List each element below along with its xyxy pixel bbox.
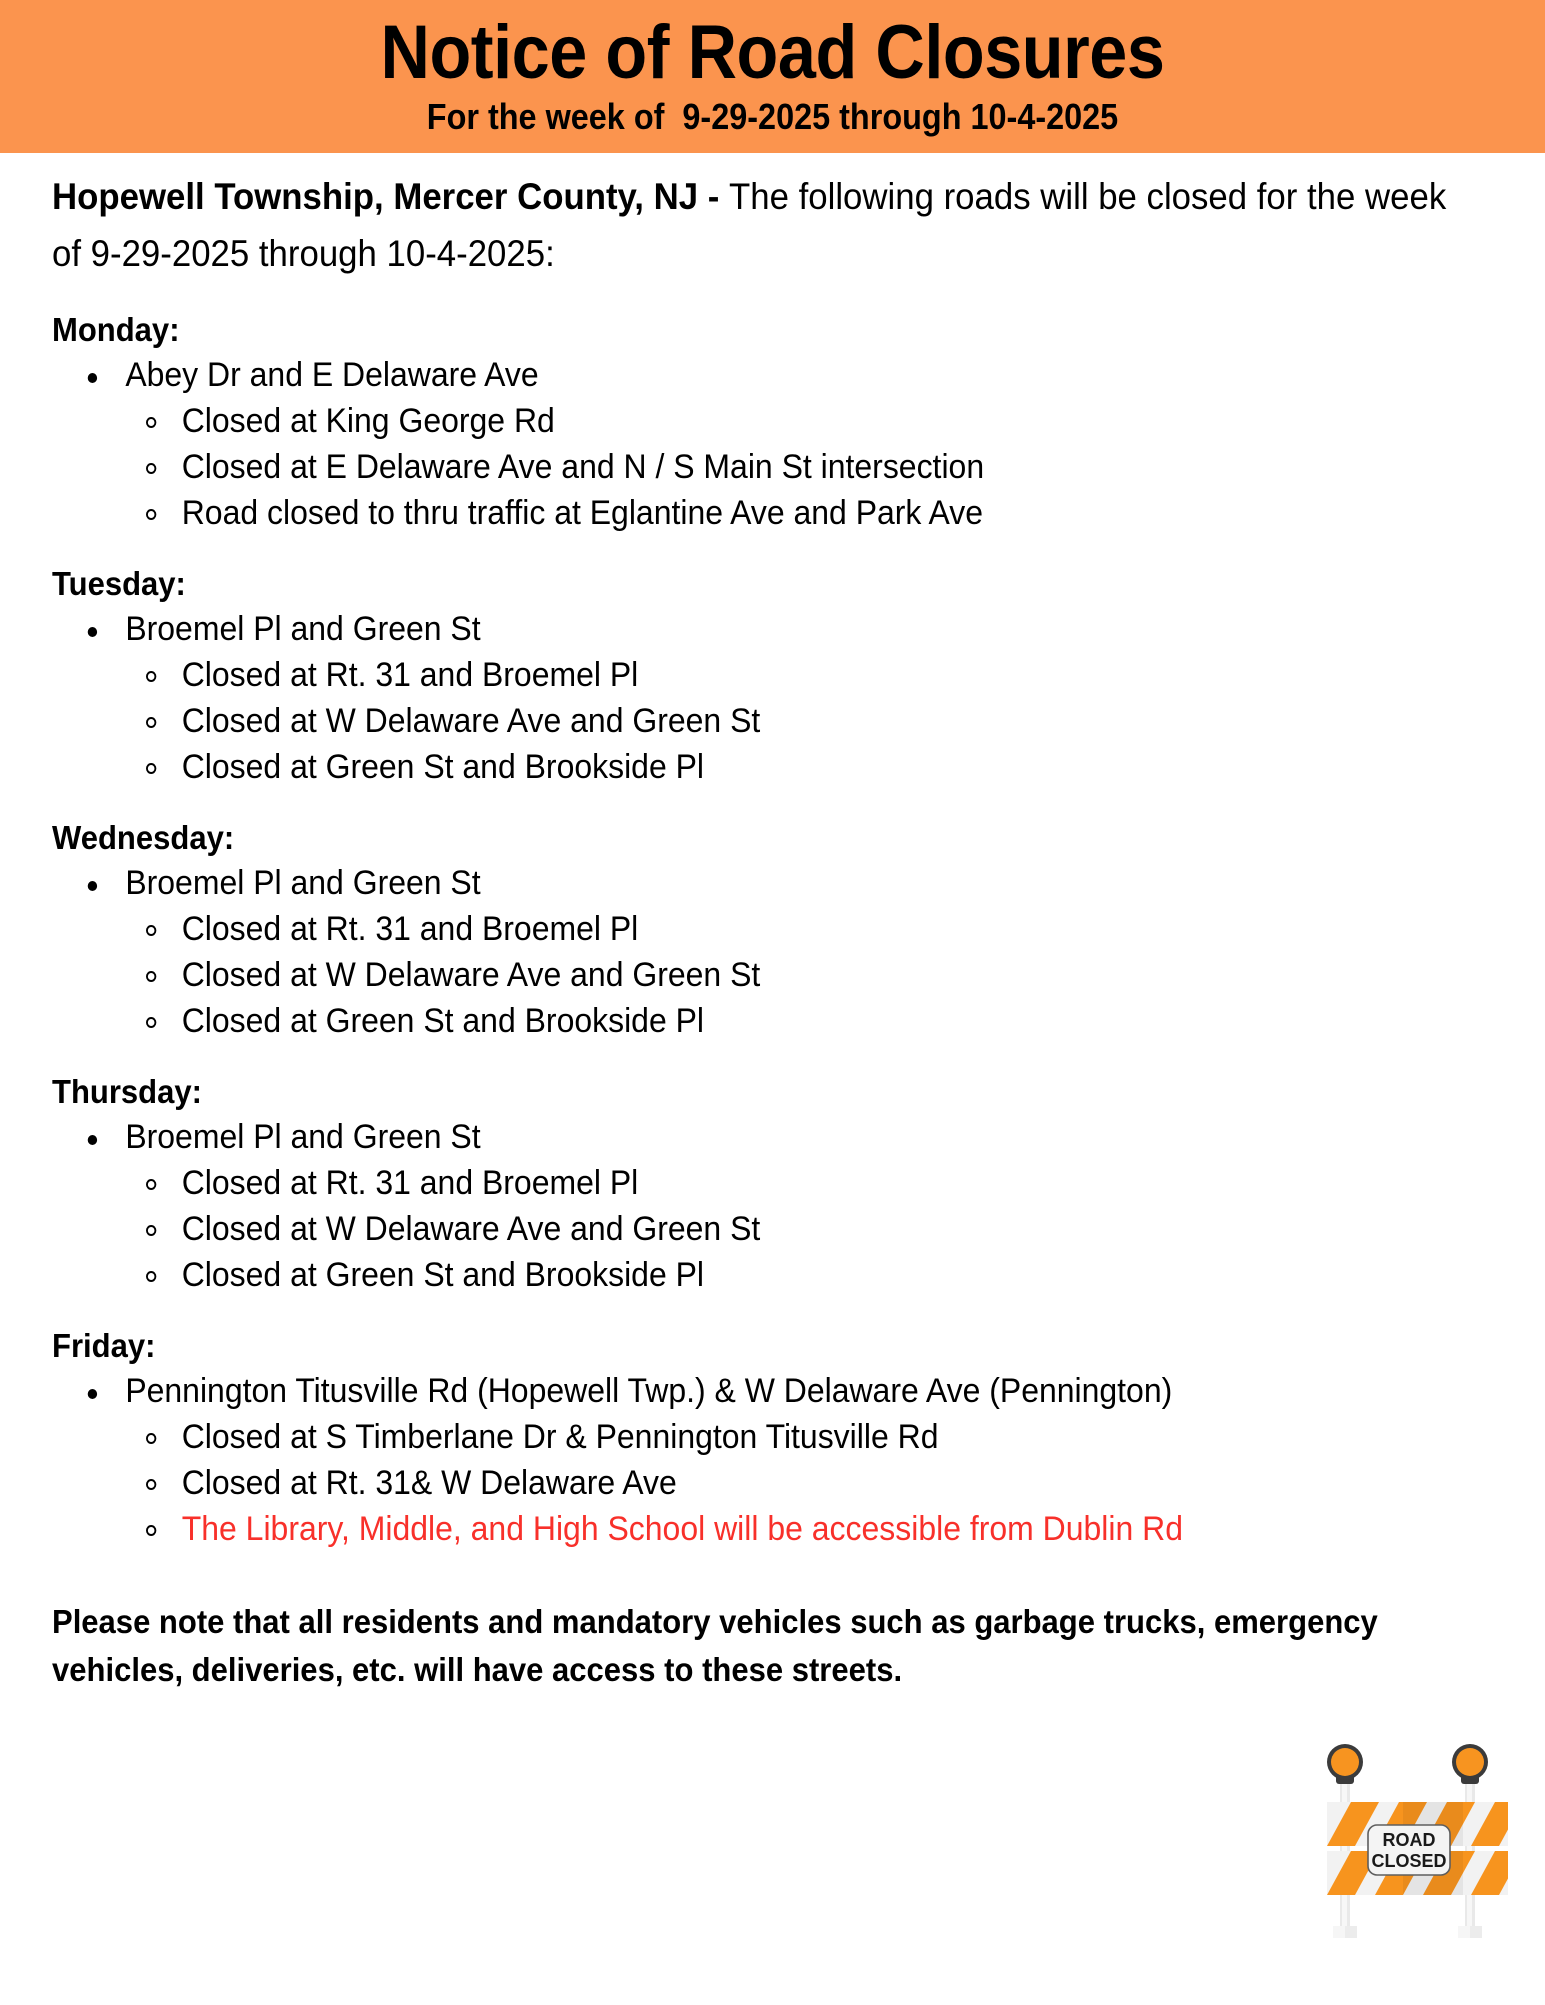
closure-detail-item: Closed at Rt. 31 and Broemel Pl <box>125 1160 1401 1206</box>
closure-detail-item: Closed at W Delaware Ave and Green St <box>125 1206 1401 1252</box>
closure-group-label: Broemel Pl and Green St <box>125 1118 481 1156</box>
road-closed-barricade-graphic <box>1290 1726 1545 2000</box>
closure-group-label: Abey Dr and E Delaware Ave <box>125 356 539 394</box>
closure-detail-item: Closed at Green St and Brookside Pl <box>125 744 1401 790</box>
closure-detail-item: Closed at King George Rd <box>125 398 1401 444</box>
barricade-warning-light-right <box>1452 1744 1488 1784</box>
closure-group-label: Broemel Pl and Green St <box>125 610 481 648</box>
closure-detail-item: Closed at Green St and Brookside Pl <box>125 998 1401 1044</box>
day-heading: Tuesday: <box>52 565 186 602</box>
closure-group-item <box>52 606 1401 790</box>
closure-group-item <box>52 860 1401 1044</box>
closure-detail-list <box>125 652 1401 790</box>
page-subtitle: For the week of 9-29-2025 through 10-4-2025 <box>426 96 1119 137</box>
day-section <box>52 562 1487 790</box>
intro-rest: The following roads will be closed for the week of 9-29-2025 through 10-4-2025: <box>52 176 1447 274</box>
closure-detail-item: The Library, Middle, and High School will be accessible from Dublin Rd <box>125 1506 1401 1552</box>
road-closed-sign-line-1: ROAD <box>1382 1830 1436 1850</box>
closure-group-label: Pennington Titusville Rd (Hopewell Twp.) & W Delaware Ave (Pennington) <box>125 1372 1173 1410</box>
closure-group-list <box>52 606 1487 790</box>
closure-group-item <box>52 1114 1401 1298</box>
road-closed-sign <box>1368 1825 1450 1875</box>
page-title: Notice of Road Closures <box>380 10 1165 95</box>
day-heading: Wednesday: <box>52 819 235 856</box>
closure-group-item <box>52 352 1401 536</box>
closure-detail-item: Closed at W Delaware Ave and Green St <box>125 952 1401 998</box>
page-header-banner <box>0 0 1545 153</box>
closure-group-label: Broemel Pl and Green St <box>125 864 481 902</box>
day-heading: Monday: <box>52 311 180 348</box>
closure-detail-item: Closed at Green St and Brookside Pl <box>125 1252 1401 1298</box>
closure-detail-item: Closed at E Delaware Ave and N / S Main St intersection <box>125 444 1401 490</box>
closure-detail-item: Closed at Rt. 31& W Delaware Ave <box>125 1460 1401 1506</box>
closure-detail-list <box>125 1414 1401 1552</box>
closure-group-list <box>52 1368 1487 1552</box>
day-section <box>52 1070 1487 1298</box>
closure-detail-list <box>125 398 1401 536</box>
road-closed-sign-line-2: CLOSED <box>1371 1851 1447 1871</box>
closure-group-item <box>52 1368 1401 1552</box>
closure-group-list <box>52 1114 1487 1298</box>
closure-detail-item: Closed at Rt. 31 and Broemel Pl <box>125 906 1401 952</box>
closure-group-list <box>52 860 1487 1044</box>
closure-group-list <box>52 352 1487 536</box>
day-sections <box>52 308 1487 1552</box>
footnote-text: Please note that all residents and mandatory vehicles such as garbage trucks, emergency vehicles, deliveries, etc. will have access to these streets. <box>52 1603 1378 1688</box>
barricade-warning-light-left <box>1327 1744 1363 1784</box>
intro-lead: Hopewell Township, Mercer County, NJ - <box>52 176 729 217</box>
closure-detail-item: Road closed to thru traffic at Eglantine Ave and Park Ave <box>125 490 1401 536</box>
day-section <box>52 1324 1487 1552</box>
intro-paragraph <box>52 168 1481 282</box>
closure-detail-list <box>125 906 1401 1044</box>
closure-detail-item: Closed at W Delaware Ave and Green St <box>125 698 1401 744</box>
day-heading: Friday: <box>52 1327 156 1364</box>
notice-body <box>52 168 1487 1727</box>
day-section <box>52 816 1487 1044</box>
closure-detail-item: Closed at Rt. 31 and Broemel Pl <box>125 652 1401 698</box>
closure-detail-list <box>125 1160 1401 1298</box>
day-section <box>52 308 1487 536</box>
day-heading: Thursday: <box>52 1073 202 1110</box>
closure-detail-item: Closed at S Timberlane Dr & Pennington Titusville Rd <box>125 1414 1401 1460</box>
